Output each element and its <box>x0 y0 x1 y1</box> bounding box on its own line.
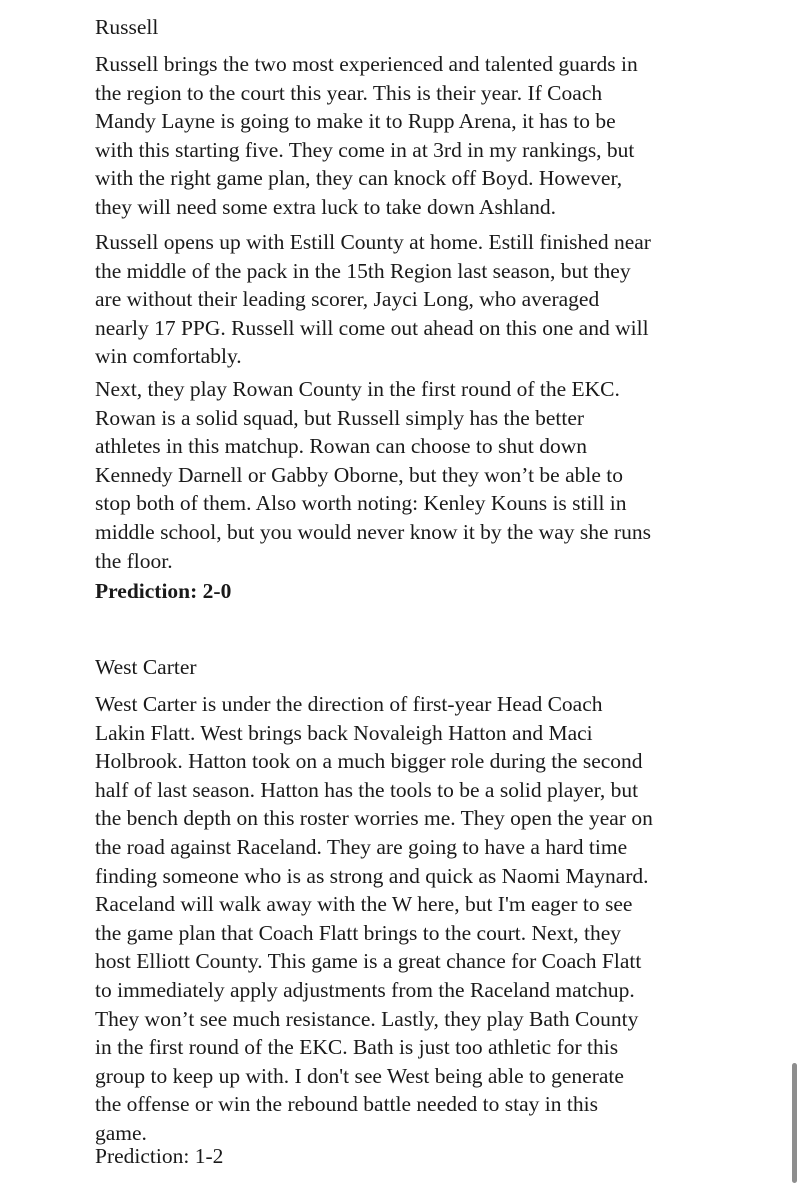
text-line: half of last season. Hatton has the tools to be a solid player, but <box>95 777 639 802</box>
text-line: finding someone who is as strong and quick as Naomi Maynard. <box>95 863 649 888</box>
text-line: to immediately apply adjustments from the Raceland matchup. <box>95 977 635 1002</box>
text-line: the offense or win the rebound battle needed to stay in this <box>95 1092 598 1117</box>
text-line: Russell brings the two most experienced and talented guards in <box>95 52 638 76</box>
text-line: with this starting five. They come in at 3rd in my rankings, but <box>95 137 635 162</box>
text-line: host Elliott County. This game is a great chance for Coach Flatt <box>95 949 642 974</box>
russell-paragraph-3 <box>95 375 775 575</box>
west-carter-paragraph-1 <box>95 690 775 1148</box>
text-line: Russell opens up with Estill County at home. Estill finished near <box>95 230 651 254</box>
west-carter-prediction: Prediction: 1-2 <box>95 1144 224 1168</box>
text-line: Rowan is a solid squad, but Russell simply has the better <box>95 405 585 430</box>
text-line: Next, they play Rowan County in the first round of the EKC. <box>95 377 620 401</box>
text-line: the middle of the pack in the 15th Region last season, but they <box>95 258 631 283</box>
team-heading-russell: Russell <box>95 15 159 39</box>
text-line: They won’t see much resistance. Lastly, they play Bath County <box>95 1006 639 1031</box>
text-line: they will need some extra luck to take down Ashland. <box>95 194 556 219</box>
text-line: the bench depth on this roster worries me. They open the year on <box>95 806 653 831</box>
text-line: the game plan that Coach Flatt brings to the court. Next, they <box>95 920 622 945</box>
text-line: group to keep up with. I don't see West being able to generate <box>95 1063 624 1088</box>
text-line: Lakin Flatt. West brings back Novaleigh Hatton and Maci <box>95 720 593 745</box>
text-line: in the first round of the EKC. Bath is just too athletic for this <box>95 1035 619 1060</box>
text-line: Kennedy Darnell or Gabby Oborne, but they won’t be able to <box>95 462 623 487</box>
text-line: are without their leading scorer, Jayci Long, who averaged <box>95 287 600 312</box>
text-line: with the right game plan, they can knock off Boyd. However, <box>95 166 623 191</box>
text-line: Mandy Layne is going to make it to Rupp Arena, it has to be <box>95 109 616 134</box>
text-line: the region to the court this year. This is their year. If Coach <box>95 80 603 105</box>
vertical-scrollbar[interactable] <box>792 1063 797 1183</box>
russell-prediction: Prediction: 2-0 <box>95 579 232 603</box>
text-line: West Carter is under the direction of first-year Head Coach <box>95 692 603 716</box>
text-line: nearly 17 PPG. Russell will come out ahead on this one and will <box>95 315 649 340</box>
text-line: stop both of them. Also worth noting: Kenley Kouns is still in <box>95 491 627 516</box>
text-line: the floor. <box>95 548 173 573</box>
team-heading-west-carter: West Carter <box>95 655 197 679</box>
text-line: athletes in this matchup. Rowan can choose to shut down <box>95 434 588 459</box>
text-line: game. <box>95 1120 147 1145</box>
text-line: win comfortably. <box>95 344 242 369</box>
text-line: middle school, but you would never know it by the way she runs <box>95 519 651 544</box>
text-line: Raceland will walk away with the W here, but I'm eager to see <box>95 892 633 917</box>
text-line: the road against Raceland. They are going to have a hard time <box>95 834 628 859</box>
russell-paragraph-2 <box>95 228 775 371</box>
text-line: Holbrook. Hatton took on a much bigger role during the second <box>95 749 643 774</box>
russell-paragraph-1 <box>95 50 775 222</box>
